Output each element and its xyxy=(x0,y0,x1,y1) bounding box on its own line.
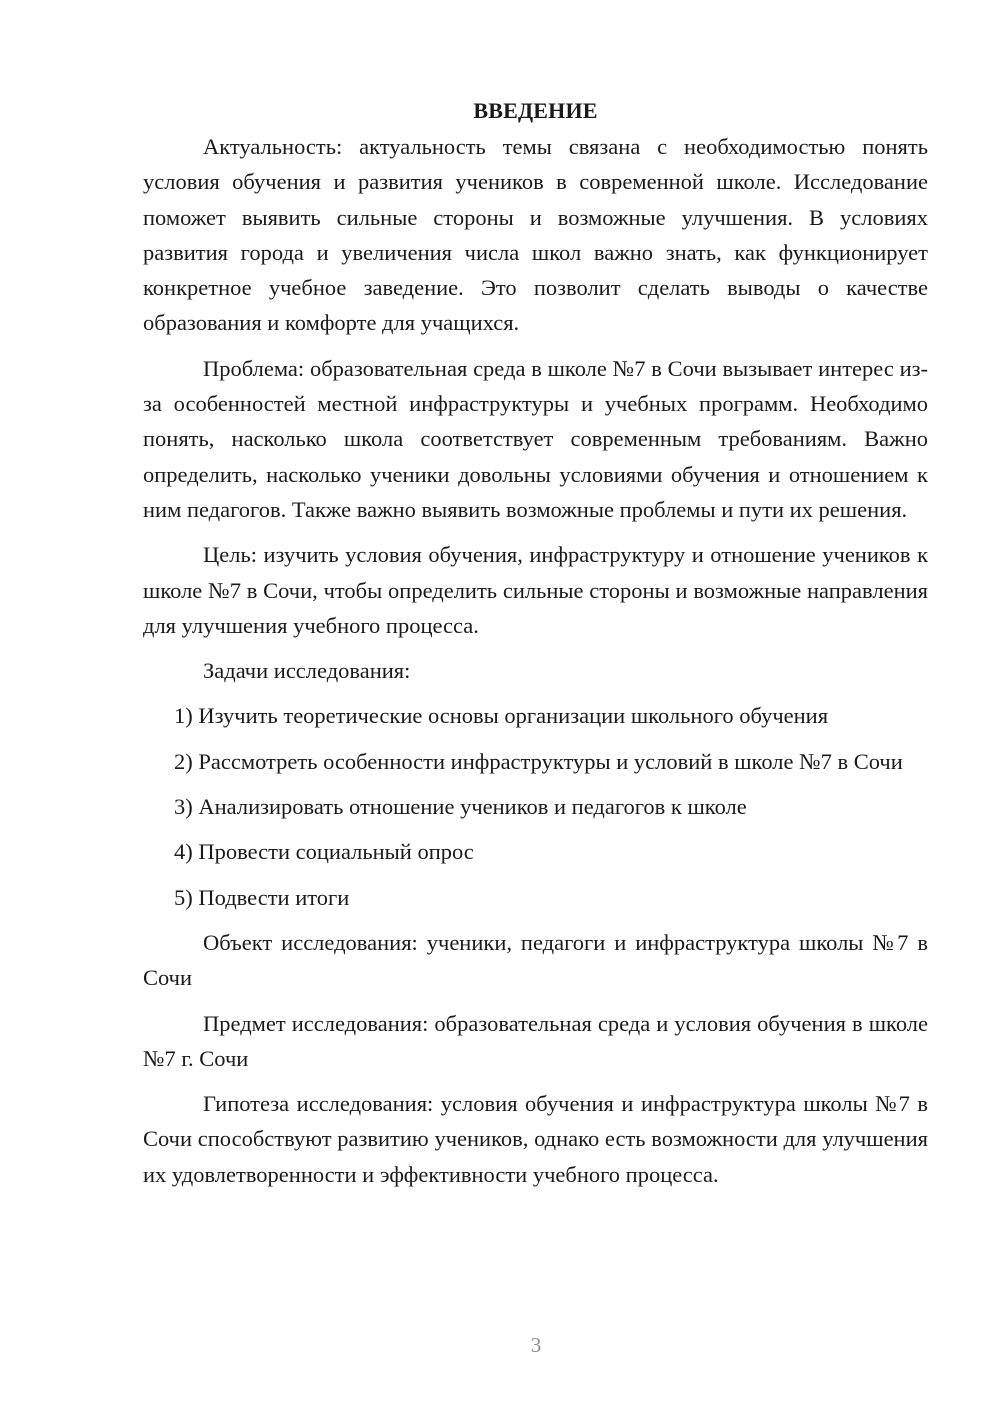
paragraph-problem: Проблема: образовательная среда в школе №7 в Сочи вызывает интерес из-за особенностей местной инфраструктуры и учебных программ. Необходимо понять, насколько школа соответствует современным требованиям. Важно определить, насколько ученики довольны условиями обучения и отношением к ним педагогов. Также важно выявить возможные проблемы и пути их решения. xyxy=(143,355,928,522)
paragraph-object: Объект исследования: ученики, педагоги и инфраструктура школы №7 в Сочи xyxy=(143,929,928,991)
task-item-2: 2) Рассмотреть особенности инфраструктуры и условий в школе №7 в Сочи xyxy=(174,748,903,774)
paragraph-subject: Предмет исследования: образовательная среда и условия обучения в школе №7 г. Сочи xyxy=(143,1010,928,1071)
page-title: ВВЕДЕНИЕ xyxy=(473,98,598,123)
paragraph-hypothesis: Гипотеза исследования: условия обучения и инфраструктура школы №7 в Сочи способствуют развитию учеников, однако есть возможности для улучшения их удовлетворенности и эффективности учебного процесса. xyxy=(143,1091,928,1187)
paragraph-goal: Цель: изучить условия обучения, инфраструктуру и отношение учеников к школе №7 в Сочи, чтобы определить сильные стороны и возможные направления для улучшения учебного процесса. xyxy=(143,542,928,638)
paragraph-relevance: Актуальность: актуальность темы связана с необходимостью понять условия обучения и развития учеников в современной школе. Исследование поможет выявить сильные стороны и возможные улучшения. В условиях развития города и увеличения числа школ важно знать, как функционирует конкретное учебное заведение. Это позволит сделать выводы о качестве образования и комфорте для учащихся. xyxy=(143,134,928,336)
page-number: 3 xyxy=(530,1333,542,1357)
document-page xyxy=(143,93,928,1192)
task-item-3: 3) Анализировать отношение учеников и педагогов к школе xyxy=(174,794,747,820)
task-item-5: 5) Подвести итоги xyxy=(174,884,350,910)
task-item-4: 4) Провести социальный опрос xyxy=(174,839,474,865)
task-item-1: 1) Изучить теоретические основы организации школьного обучения xyxy=(174,703,829,729)
tasks-heading: Задачи исследования: xyxy=(203,658,411,684)
